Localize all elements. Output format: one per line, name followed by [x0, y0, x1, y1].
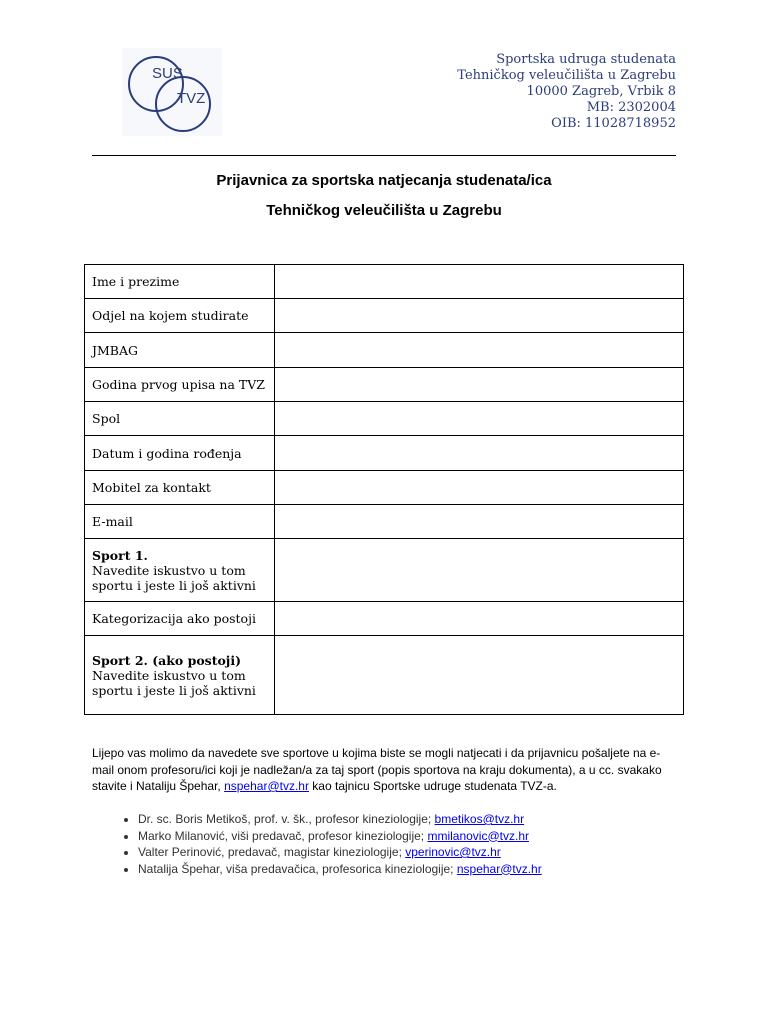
sport-2-hint: Navedite iskustvo u tom: [92, 667, 246, 683]
document-subtitle: Tehničkog veleučilišta u Zagrebu: [266, 202, 502, 219]
sport-2-field[interactable]: [275, 636, 684, 715]
field-label: Mobitel za kontakt: [85, 471, 275, 505]
sport-1-field[interactable]: [275, 539, 684, 602]
field-label: JMBAG: [85, 333, 275, 368]
form-row: [85, 299, 684, 333]
contact-text: Dr. sc. Boris Metikoš, prof. v. šk., profesor kineziologije;: [138, 812, 435, 826]
contact-email-link[interactable]: mmilanovic@tvz.hr: [427, 828, 529, 843]
logo-tvz-text: TVZ: [177, 90, 206, 107]
categorization-field[interactable]: [275, 602, 684, 636]
gender-field[interactable]: [275, 402, 684, 436]
form-row: [85, 265, 684, 299]
organization-address: [457, 52, 676, 132]
secretary-email-link[interactable]: nspehar@tvz.hr: [224, 779, 309, 793]
form-row: [85, 436, 684, 471]
form-row: [85, 636, 684, 715]
sport-2-hint: sportu i jeste li još aktivni: [92, 682, 256, 698]
sport-1-heading: Sport 1.: [92, 547, 148, 563]
field-label: Ime i prezime: [85, 265, 275, 299]
contact-email-link[interactable]: bmetikos@tvz.hr: [434, 812, 525, 826]
field-label: E-mail: [85, 505, 275, 539]
contact-email-link[interactable]: vperinovic@tvz.hr: [405, 845, 501, 859]
sport-2-heading: Sport 2. (ako postoji): [92, 652, 241, 668]
contacts-list: [92, 811, 698, 877]
mobile-field[interactable]: [275, 471, 684, 505]
contact-text: Marko Milanović, viši predavač, profesor kineziologije;: [138, 828, 428, 843]
name-field[interactable]: [275, 265, 684, 299]
field-label: Kategorizacija ako postoji: [85, 602, 275, 636]
field-label: Odjel na kojem studirate: [85, 299, 275, 333]
jmbag-field[interactable]: [275, 333, 684, 368]
list-item: [138, 844, 698, 861]
logo-rings-icon: [122, 48, 222, 136]
instructions-text: kao tajnicu Sportske udruge studenata TVZ-a.: [308, 779, 557, 793]
enrollment-year-field[interactable]: [275, 368, 684, 402]
address-line: Sportska udruga studenata: [496, 52, 676, 67]
form-row: [85, 333, 684, 368]
department-field[interactable]: [275, 299, 684, 333]
form-row: [85, 539, 684, 602]
field-label: Spol: [85, 402, 275, 436]
sus-tvz-logo: [122, 48, 222, 136]
instructions-text: Lijepo vas molimo da navedete sve sportove u kojima biste se mogli natjecati i da prijavnicu pošaljete na e-mail onom profesoru/ici koji je nadležan/a za taj sport (popis sportova na kraju dokumenta), a u cc. svakako stavite i Nataliju Špehar,: [92, 746, 662, 793]
field-label: Godina prvog upisa na TVZ: [85, 368, 275, 402]
field-label: [85, 636, 275, 715]
list-item: [138, 861, 698, 878]
form-row: [85, 602, 684, 636]
address-line: OIB: 11028718952: [551, 116, 676, 131]
form-row: [85, 505, 684, 539]
field-label: Datum i godina rođenja: [85, 436, 275, 471]
list-item: [138, 828, 698, 845]
contact-text: Natalija Špehar, viša predavačica, profesorica kineziologije;: [138, 861, 457, 876]
form-row: [85, 402, 684, 436]
birth-date-field[interactable]: [275, 436, 684, 471]
instructions-paragraph: [92, 745, 682, 795]
form-row: [85, 471, 684, 505]
form-row: [85, 368, 684, 402]
address-line: Tehničkog veleučilišta u Zagrebu: [457, 68, 676, 83]
field-label: [85, 539, 275, 602]
header-divider: [92, 155, 676, 156]
email-field[interactable]: [275, 505, 684, 539]
logo-sus-text: SUS: [152, 65, 183, 82]
address-line: 10000 Zagreb, Vrbik 8: [526, 84, 676, 99]
document-title: Prijavnica za sportska natjecanja studenata/ica: [216, 172, 552, 189]
contact-text: Valter Perinović, predavač, magistar kineziologije;: [138, 845, 406, 859]
address-line: MB: 2302004: [586, 100, 676, 115]
list-item: [138, 811, 698, 828]
application-form-table: [84, 264, 684, 715]
sport-1-hint: Navedite iskustvo u tom: [92, 562, 246, 578]
sport-1-hint: sportu i jeste li još aktivni: [92, 577, 256, 593]
contact-email-link[interactable]: nspehar@tvz.hr: [456, 861, 542, 876]
